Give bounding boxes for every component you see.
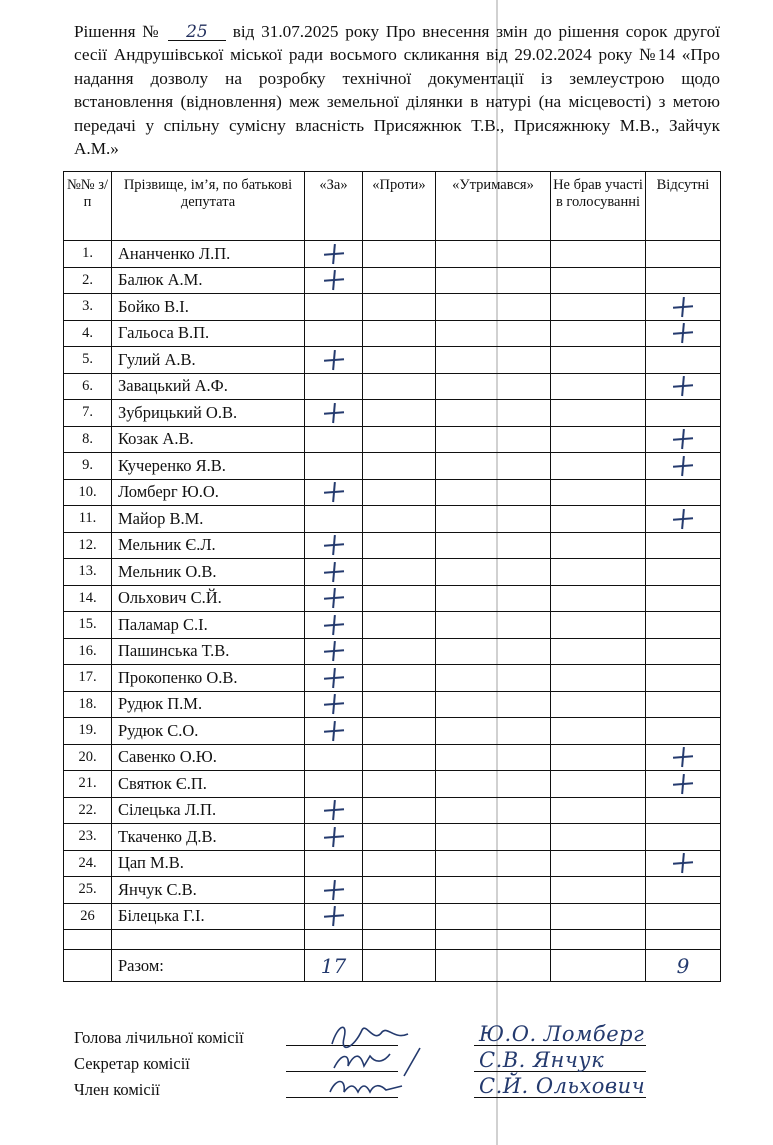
table-row <box>64 506 721 533</box>
vote-cell-absent <box>646 559 721 586</box>
vote-cell-no-vote <box>551 294 646 321</box>
row-number: 26 <box>64 903 112 930</box>
deputy-name: Прокопенко О.В. <box>112 665 305 692</box>
vote-cell-no-vote <box>551 585 646 612</box>
vote-cell-against <box>363 453 436 480</box>
row-number: 12. <box>64 532 112 559</box>
empty-cell <box>64 930 112 950</box>
deputy-name: Ананченко Л.П. <box>112 241 305 268</box>
row-number: 14. <box>64 585 112 612</box>
table-row <box>64 294 721 321</box>
row-number: 22. <box>64 797 112 824</box>
vote-cell-absent <box>646 903 721 930</box>
vote-cell-abstain <box>436 320 551 347</box>
vote-cell-no-vote <box>551 400 646 427</box>
plus-mark-icon <box>674 377 692 395</box>
vote-cell-absent <box>646 426 721 453</box>
vote-cell-for <box>305 294 363 321</box>
deputy-name: Пашинська Т.В. <box>112 638 305 665</box>
total-absent: 9 <box>646 950 721 982</box>
header-name: Прізвище, ім’я, по батькові депутата <box>112 172 305 241</box>
table-row <box>64 479 721 506</box>
row-number: 23. <box>64 824 112 851</box>
row-number: 24. <box>64 850 112 877</box>
row-number: 9. <box>64 453 112 480</box>
header-abstain: «Утримався» <box>436 172 551 241</box>
decision-heading <box>74 20 720 160</box>
vote-cell-no-vote <box>551 691 646 718</box>
table-row <box>64 373 721 400</box>
deputy-name: Бойко В.І. <box>112 294 305 321</box>
vote-cell-abstain <box>436 267 551 294</box>
vote-cell-against <box>363 479 436 506</box>
vote-cell-against <box>363 506 436 533</box>
signature-role: Член комісії <box>74 1080 160 1099</box>
vote-cell-for <box>305 320 363 347</box>
plus-mark-icon <box>325 271 343 289</box>
vote-cell-for <box>305 532 363 559</box>
vote-cell-absent <box>646 320 721 347</box>
vote-cell-absent <box>646 453 721 480</box>
vote-cell-for <box>305 267 363 294</box>
row-number: 17. <box>64 665 112 692</box>
vote-cell-abstain <box>436 903 551 930</box>
header-absent: Відсутні <box>646 172 721 241</box>
deputy-name: Янчук С.В. <box>112 877 305 904</box>
plus-mark-icon <box>325 881 343 899</box>
vote-cell-for <box>305 691 363 718</box>
vote-cell-for <box>305 797 363 824</box>
vote-cell-against <box>363 797 436 824</box>
signature-role: Секретар комісії <box>74 1054 190 1073</box>
deputy-name: Мельник О.В. <box>112 559 305 586</box>
plus-mark-icon <box>674 854 692 872</box>
row-number: 13. <box>64 559 112 586</box>
header-for: «За» <box>305 172 363 241</box>
deputy-name: Балюк А.М. <box>112 267 305 294</box>
vote-cell-no-vote <box>551 612 646 639</box>
row-number: 25. <box>64 877 112 904</box>
vote-cell-against <box>363 241 436 268</box>
vote-cell-abstain <box>436 506 551 533</box>
vote-cell-against <box>363 612 436 639</box>
vote-cell-against <box>363 347 436 374</box>
vote-cell-abstain <box>436 347 551 374</box>
plus-mark-icon <box>325 828 343 846</box>
table-row <box>64 559 721 586</box>
vote-cell-against <box>363 373 436 400</box>
table-row <box>64 824 721 851</box>
deputy-name: Паламар С.І. <box>112 612 305 639</box>
deputy-name: Кучеренко Я.В. <box>112 453 305 480</box>
vote-cell-for <box>305 850 363 877</box>
header-no-vote: Не брав участі в голосуванні <box>551 172 646 241</box>
vote-cell-abstain <box>436 665 551 692</box>
vote-cell-against <box>363 638 436 665</box>
vote-cell-absent <box>646 532 721 559</box>
vote-cell-absent <box>646 347 721 374</box>
plus-mark-icon <box>325 801 343 819</box>
vote-cell-against <box>363 903 436 930</box>
vote-cell-for <box>305 506 363 533</box>
vote-cell-absent <box>646 691 721 718</box>
deputy-name: Гулий А.В. <box>112 347 305 374</box>
row-number: 5. <box>64 347 112 374</box>
vote-cell-no-vote <box>551 559 646 586</box>
plus-mark-icon <box>325 695 343 713</box>
table-row <box>64 691 721 718</box>
vote-cell-abstain <box>436 771 551 798</box>
empty-cell <box>64 950 112 982</box>
vote-cell-for <box>305 559 363 586</box>
table-row <box>64 453 721 480</box>
signer-name: Ю.О. Ломберг <box>479 1022 645 1046</box>
vote-cell-for <box>305 373 363 400</box>
vote-cell-abstain <box>436 426 551 453</box>
total-for: 17 <box>305 950 363 982</box>
row-number: 15. <box>64 612 112 639</box>
vote-cell-absent <box>646 241 721 268</box>
empty-cell <box>646 930 721 950</box>
vote-cell-for <box>305 771 363 798</box>
vote-cell-abstain <box>436 453 551 480</box>
plus-mark-icon <box>674 510 692 528</box>
deputy-name: Савенко О.Ю. <box>112 744 305 771</box>
vote-cell-abstain <box>436 559 551 586</box>
vote-cell-no-vote <box>551 320 646 347</box>
vote-cell-against <box>363 771 436 798</box>
empty-cell <box>436 950 551 982</box>
vote-cell-absent <box>646 373 721 400</box>
empty-cell <box>363 950 436 982</box>
vote-cell-abstain <box>436 744 551 771</box>
vote-cell-against <box>363 585 436 612</box>
plus-mark-icon <box>325 351 343 369</box>
row-number: 11. <box>64 506 112 533</box>
vote-cell-abstain <box>436 797 551 824</box>
table-row <box>64 241 721 268</box>
row-number: 4. <box>64 320 112 347</box>
plus-mark-icon <box>325 642 343 660</box>
vote-cell-no-vote <box>551 373 646 400</box>
vote-cell-against <box>363 665 436 692</box>
vote-cell-abstain <box>436 400 551 427</box>
row-number: 19. <box>64 718 112 745</box>
row-number: 8. <box>64 426 112 453</box>
deputy-name: Мельник Є.Л. <box>112 532 305 559</box>
vote-cell-for <box>305 453 363 480</box>
vote-cell-for <box>305 665 363 692</box>
table-row <box>64 771 721 798</box>
vote-cell-for <box>305 718 363 745</box>
row-number: 7. <box>64 400 112 427</box>
signature-role: Голова лічильної комісії <box>74 1028 244 1047</box>
vote-cell-for <box>305 426 363 453</box>
vote-cell-against <box>363 718 436 745</box>
vote-cell-absent <box>646 850 721 877</box>
deputy-name: Ольхович С.Й. <box>112 585 305 612</box>
vote-cell-abstain <box>436 877 551 904</box>
empty-cell <box>305 930 363 950</box>
deputy-name: Рудюк С.О. <box>112 718 305 745</box>
empty-cell <box>112 930 305 950</box>
vote-cell-no-vote <box>551 797 646 824</box>
table-row <box>64 665 721 692</box>
heading-text: від 31.07.2025 року Про внесення змін до рішення сорок другої сесії Андрушівської міської ради восьмого скликання від 29.02.2024 року №14 «Про надання дозволу на розробку технічної документації із землеустрою щодо встановлення (відновлення) меж земельної ділянки в натурі (на місцевості) з метою передачі у спільну сумісну власність Присяжнюк Т.В., Присяжнюку М.В., Зайчук А.М.» <box>74 22 721 159</box>
signatures-block <box>74 1022 714 1104</box>
signer-name: С.Й. Ольхович <box>479 1074 646 1098</box>
vote-cell-no-vote <box>551 744 646 771</box>
deputy-name: Майор В.М. <box>112 506 305 533</box>
vote-cell-no-vote <box>551 426 646 453</box>
table-row <box>64 612 721 639</box>
deputy-name: Гальоса В.П. <box>112 320 305 347</box>
row-number: 6. <box>64 373 112 400</box>
plus-mark-icon <box>674 775 692 793</box>
plus-mark-icon <box>674 748 692 766</box>
vote-cell-absent <box>646 718 721 745</box>
plus-mark-icon <box>325 669 343 687</box>
vote-cell-against <box>363 294 436 321</box>
signature-row-member <box>74 1074 714 1104</box>
row-number: 10. <box>64 479 112 506</box>
empty-cell <box>551 930 646 950</box>
plus-mark-icon <box>325 483 343 501</box>
vote-cell-abstain <box>436 479 551 506</box>
deputy-name: Зубрицький О.В. <box>112 400 305 427</box>
voting-table <box>63 171 721 982</box>
vote-cell-abstain <box>436 585 551 612</box>
table-row <box>64 744 721 771</box>
plus-mark-icon <box>674 430 692 448</box>
table-row <box>64 532 721 559</box>
vote-cell-absent <box>646 506 721 533</box>
vote-cell-against <box>363 320 436 347</box>
vote-cell-absent <box>646 797 721 824</box>
vote-cell-abstain <box>436 612 551 639</box>
vote-cell-for <box>305 241 363 268</box>
vote-cell-for <box>305 824 363 851</box>
row-number: 2. <box>64 267 112 294</box>
deputy-name: Цап М.В. <box>112 850 305 877</box>
vote-cell-for <box>305 585 363 612</box>
deputy-name: Святюк Є.П. <box>112 771 305 798</box>
vote-cell-absent <box>646 824 721 851</box>
vote-cell-absent <box>646 877 721 904</box>
deputy-name: Ткаченко Д.В. <box>112 824 305 851</box>
vote-cell-no-vote <box>551 453 646 480</box>
table-row <box>64 850 721 877</box>
vote-cell-no-vote <box>551 347 646 374</box>
row-number: 21. <box>64 771 112 798</box>
vote-cell-absent <box>646 479 721 506</box>
vote-cell-absent <box>646 294 721 321</box>
vote-cell-against <box>363 877 436 904</box>
table-row <box>64 347 721 374</box>
deputy-name: Козак А.В. <box>112 426 305 453</box>
empty-cell <box>551 950 646 982</box>
vote-cell-absent <box>646 400 721 427</box>
deputy-name: Сілецька Л.П. <box>112 797 305 824</box>
vote-cell-absent <box>646 585 721 612</box>
vote-cell-against <box>363 267 436 294</box>
vote-cell-no-vote <box>551 824 646 851</box>
vote-cell-no-vote <box>551 850 646 877</box>
vote-cell-against <box>363 691 436 718</box>
vote-cell-against <box>363 426 436 453</box>
header-num: №№ з/п <box>64 172 112 241</box>
vote-cell-abstain <box>436 850 551 877</box>
vote-cell-absent <box>646 665 721 692</box>
vote-cell-no-vote <box>551 665 646 692</box>
vote-cell-abstain <box>436 294 551 321</box>
vote-cell-for <box>305 479 363 506</box>
total-label: Разом: <box>112 950 305 982</box>
vote-cell-absent <box>646 267 721 294</box>
plus-mark-icon <box>674 324 692 342</box>
plus-mark-icon <box>325 722 343 740</box>
vote-cell-abstain <box>436 373 551 400</box>
vote-cell-no-vote <box>551 638 646 665</box>
table-row <box>64 718 721 745</box>
vote-cell-no-vote <box>551 903 646 930</box>
plus-mark-icon <box>325 616 343 634</box>
deputy-name: Завацький А.Ф. <box>112 373 305 400</box>
vote-cell-abstain <box>436 638 551 665</box>
table-row <box>64 903 721 930</box>
table-row-blank <box>64 930 721 950</box>
table-row <box>64 638 721 665</box>
vote-cell-abstain <box>436 532 551 559</box>
signature-mark <box>324 1070 444 1104</box>
vote-cell-against <box>363 824 436 851</box>
plus-mark-icon <box>674 298 692 316</box>
vote-cell-against <box>363 400 436 427</box>
vote-cell-no-vote <box>551 718 646 745</box>
plus-mark-icon <box>325 589 343 607</box>
vote-cell-for <box>305 744 363 771</box>
vote-cell-abstain <box>436 824 551 851</box>
vote-cell-against <box>363 744 436 771</box>
deputy-name: Рудюк П.М. <box>112 691 305 718</box>
table-body <box>64 241 721 982</box>
vote-cell-against <box>363 559 436 586</box>
plus-mark-icon <box>325 245 343 263</box>
vote-cell-no-vote <box>551 771 646 798</box>
plus-mark-icon <box>325 907 343 925</box>
decision-number: 25 <box>168 24 226 41</box>
heading-prefix: Рішення № <box>74 22 162 41</box>
header-against: «Проти» <box>363 172 436 241</box>
empty-cell <box>436 930 551 950</box>
table-row <box>64 426 721 453</box>
vote-cell-against <box>363 850 436 877</box>
table-row <box>64 797 721 824</box>
vote-cell-for <box>305 612 363 639</box>
vote-cell-for <box>305 638 363 665</box>
vote-cell-no-vote <box>551 267 646 294</box>
empty-cell <box>363 930 436 950</box>
deputy-name: Білецька Г.І. <box>112 903 305 930</box>
plus-mark-icon <box>325 536 343 554</box>
table-row <box>64 400 721 427</box>
row-number: 1. <box>64 241 112 268</box>
vote-cell-absent <box>646 744 721 771</box>
table-row <box>64 267 721 294</box>
vote-cell-for <box>305 347 363 374</box>
vote-cell-no-vote <box>551 241 646 268</box>
row-number: 16. <box>64 638 112 665</box>
vote-cell-absent <box>646 612 721 639</box>
plus-mark-icon <box>674 457 692 475</box>
plus-mark-icon <box>325 563 343 581</box>
vote-cell-absent <box>646 638 721 665</box>
vote-cell-no-vote <box>551 877 646 904</box>
row-number: 20. <box>64 744 112 771</box>
vote-cell-abstain <box>436 718 551 745</box>
table-row-total <box>64 950 721 982</box>
signer-name: С.В. Янчук <box>479 1048 605 1072</box>
vote-cell-for <box>305 877 363 904</box>
table-header-row <box>64 172 721 241</box>
table-row <box>64 585 721 612</box>
plus-mark-icon <box>325 404 343 422</box>
row-number: 3. <box>64 294 112 321</box>
vote-cell-against <box>363 532 436 559</box>
vote-cell-abstain <box>436 241 551 268</box>
vote-cell-absent <box>646 771 721 798</box>
vote-cell-for <box>305 400 363 427</box>
vote-cell-no-vote <box>551 532 646 559</box>
vote-cell-no-vote <box>551 506 646 533</box>
table-row <box>64 320 721 347</box>
row-number: 18. <box>64 691 112 718</box>
deputy-name: Ломберг Ю.О. <box>112 479 305 506</box>
vote-cell-no-vote <box>551 479 646 506</box>
vote-cell-abstain <box>436 691 551 718</box>
vote-cell-for <box>305 903 363 930</box>
table-row <box>64 877 721 904</box>
